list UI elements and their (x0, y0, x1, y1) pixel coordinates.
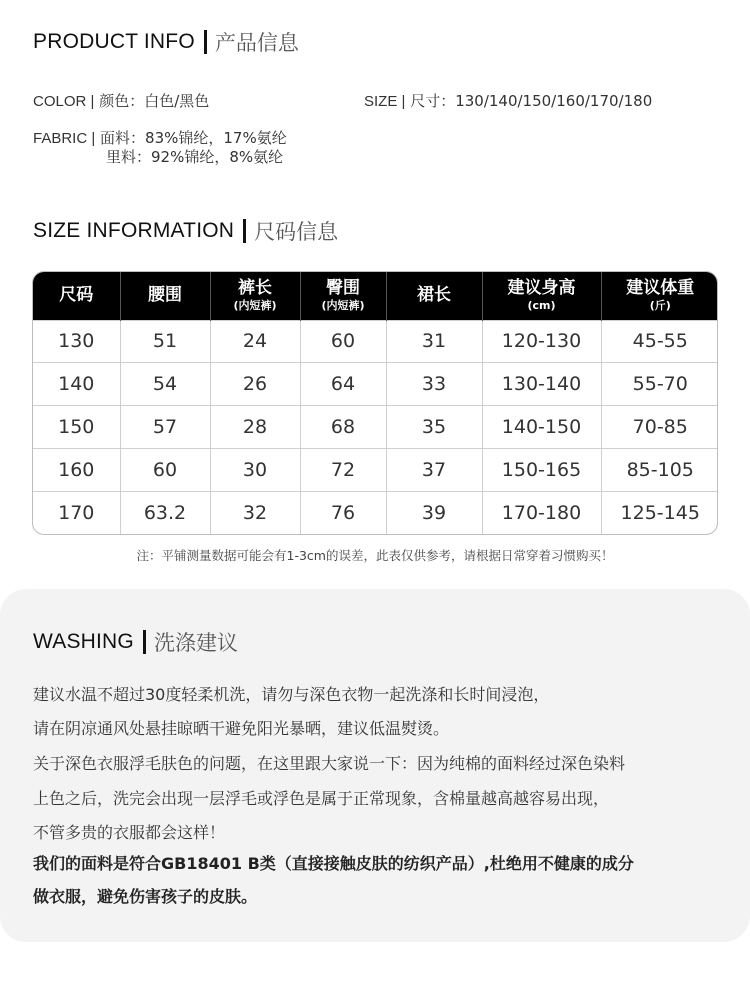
table-cell: 160 (33, 449, 120, 492)
table-row (33, 320, 718, 363)
table-cell: 120-130 (482, 320, 601, 363)
color-info (33, 90, 209, 111)
table-cell: 76 (300, 492, 386, 534)
table-cell: 26 (210, 363, 300, 406)
product-info-title (33, 27, 299, 57)
table-cell: 68 (300, 406, 386, 449)
table-row (33, 363, 718, 406)
table-cell: 150-165 (482, 449, 601, 492)
header-label: 建议体重 (626, 278, 695, 299)
table-cell: 54 (120, 363, 210, 406)
measurement-note: 注：平铺测量数据可能会有1-3cm的误差，此表仅供参考，请根据日常穿着习惯购买！ (136, 548, 614, 563)
header-sublabel: (内短裤) (233, 298, 277, 312)
title-divider (204, 30, 207, 54)
table-cell: 39 (386, 492, 482, 534)
header-sublabel: (内短裤) (321, 298, 365, 312)
table-cell: 32 (210, 492, 300, 534)
table-cell: 150 (33, 406, 120, 449)
header-label: 腰围 (148, 284, 182, 305)
table-cell: 28 (210, 406, 300, 449)
fabric-lining (106, 146, 283, 167)
size-table-header (33, 272, 718, 320)
washing-line-1: 建议水温不超过30度轻柔机洗，请勿与深色衣物一起洗涤和长时间浸泡， (33, 685, 550, 704)
washing-line-3: 关于深色衣服浮毛肤色的问题，在这里跟大家说一下：因为纯棉的面料经过深色染料 (33, 754, 626, 773)
table-cell: 37 (386, 449, 482, 492)
header-sublabel: (cm) (527, 298, 556, 312)
table-cell: 63.2 (120, 492, 210, 534)
table-cell: 31 (386, 320, 482, 363)
size-table-header-cell (386, 272, 482, 320)
table-cell: 33 (386, 363, 482, 406)
size-table-header-cell (210, 272, 300, 320)
table-cell: 60 (300, 320, 386, 363)
size-value: 尺寸：130/140/150/160/170/180 (410, 92, 653, 110)
washing-line-6: 我们的面料是符合GB18401 B类（直接接触皮肤的纺织产品）,杜绝用不健康的成分 (33, 854, 634, 873)
table-cell: 64 (300, 363, 386, 406)
table-row (33, 406, 718, 449)
color-label: COLOR | (33, 93, 95, 110)
fabric-line-2: 里料：92%锦纶，8%氨纶 (106, 148, 284, 166)
header-label: 裤长 (238, 278, 272, 299)
washing-line-5: 不管多贵的衣服都会这样！ (33, 823, 226, 842)
table-cell: 170 (33, 492, 120, 534)
table-cell: 170-180 (482, 492, 601, 534)
header-label: 裙长 (417, 284, 451, 305)
size-table-header-cell (120, 272, 210, 320)
table-cell: 130-140 (482, 363, 601, 406)
table-cell: 140 (33, 363, 120, 406)
table-cell: 57 (120, 406, 210, 449)
size-table-header-cell (601, 272, 718, 320)
table-cell: 55-70 (601, 363, 718, 406)
table-cell: 60 (120, 449, 210, 492)
header-label: 臀围 (326, 278, 360, 299)
table-cell: 130 (33, 320, 120, 363)
product-info-title-en: PRODUCT INFO (33, 30, 195, 53)
header-sublabel: (斤) (649, 298, 671, 312)
size-table (32, 271, 718, 535)
washing-title-zh: 洗涤建议 (153, 631, 238, 655)
size-table-header-cell (482, 272, 601, 320)
table-cell: 140-150 (482, 406, 601, 449)
washing-line-2: 请在阴凉通风处悬挂晾晒干避免阳光暴晒，建议低温熨烫。 (33, 719, 450, 738)
title-divider (243, 219, 246, 243)
fabric-label: FABRIC | (33, 130, 96, 147)
title-divider (143, 630, 146, 654)
washing-title (33, 627, 238, 657)
header-label: 尺码 (59, 284, 94, 305)
fabric-info (33, 127, 287, 148)
table-row (33, 492, 718, 534)
product-info-title-zh: 产品信息 (214, 31, 299, 55)
header-label: 建议身高 (507, 278, 576, 299)
washing-line-7: 做衣服，避免伤害孩子的皮肤。 (33, 887, 258, 906)
table-cell: 30 (210, 449, 300, 492)
size-table-header-cell (33, 272, 120, 320)
washing-title-en: WASHING (33, 630, 134, 653)
table-cell: 70-85 (601, 406, 718, 449)
color-value: 颜色：白色/黑色 (99, 92, 210, 110)
fabric-line-1: 面料：83%锦纶，17%氨纶 (100, 129, 287, 147)
size-info-title-en: SIZE INFORMATION (33, 219, 235, 242)
table-cell: 85-105 (601, 449, 718, 492)
table-cell: 51 (120, 320, 210, 363)
table-row (33, 449, 718, 492)
size-info-title (33, 216, 338, 246)
washing-line-4: 上色之后，洗完会出现一层浮毛或浮色是属于正常现象，含棉量越高越容易出现， (33, 789, 610, 808)
table-cell: 35 (386, 406, 482, 449)
table-cell: 24 (210, 320, 300, 363)
table-cell: 125-145 (601, 492, 718, 534)
size-info-title-zh: 尺码信息 (254, 220, 339, 244)
size-info (364, 90, 652, 111)
size-table-header-cell (300, 272, 386, 320)
table-cell: 45-55 (601, 320, 718, 363)
size-label: SIZE | (364, 93, 406, 110)
table-cell: 72 (300, 449, 386, 492)
